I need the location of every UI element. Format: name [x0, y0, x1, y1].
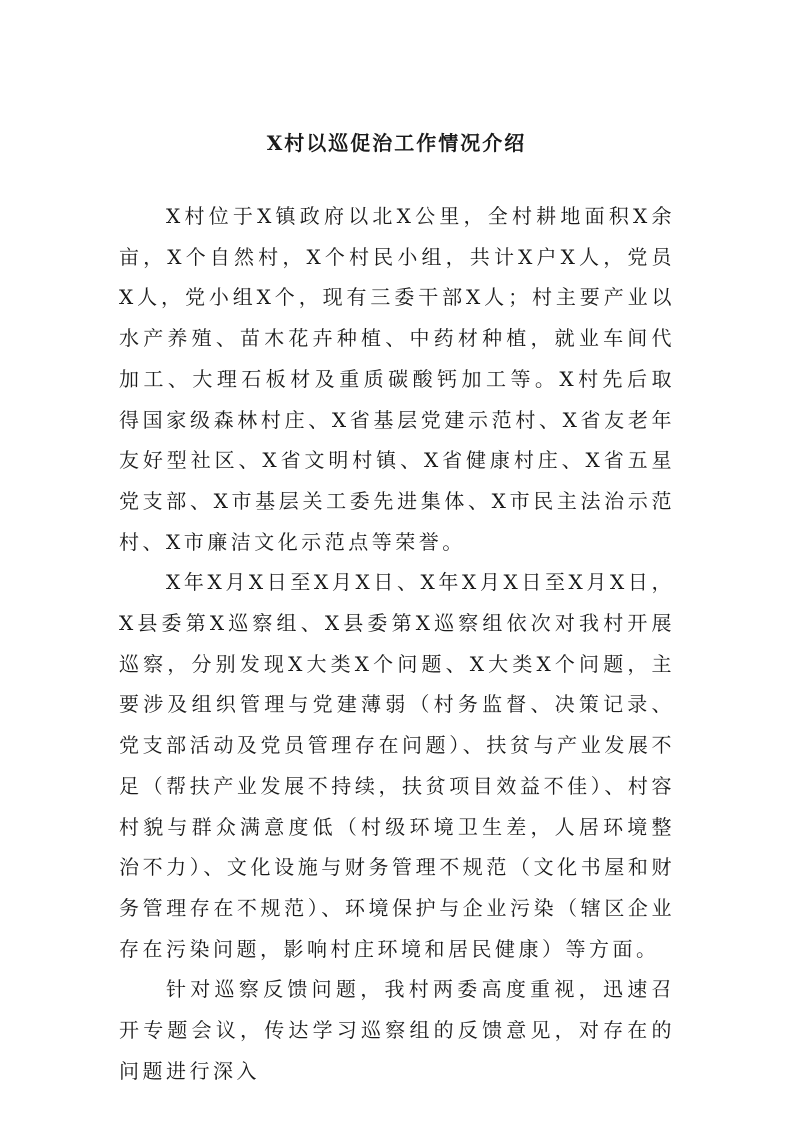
document-body: [119, 196, 675, 1091]
paragraph-village-overview: X村位于X镇政府以北X公里，全村耕地面积X余亩，X个自然村，X个村民小组，共计X户X人，党员X人，党小组X个，现有三委干部X人；村主要产业以水产养殖、苗木花卉种植、中药材种植，就业车间代加工、大理石板材及重质碳酸钙加工等。X村先后取得国家级森林村庄、X省基层党建示范村、X省友老年友好型社区、X省文明村镇、X省健康村庄、X省五星党支部、X市基层关工委先进集体、X市民主法治示范村、X市廉洁文化示范点等荣誉。: [119, 204, 675, 554]
paragraph-rectification: 针对巡察反馈问题，我村两委高度重视，迅速召开专题会议，传达学习巡察组的反馈意见，对存在的问题进行深入: [119, 977, 675, 1083]
paragraph-inspection-findings: X年X月X日至X月X日、X年X月X日至X月X日，X县委第X巡察组、X县委第X巡察组依次对我村开展巡察，分别发现X大类X个问题、X大类X个问题，主要涉及组织管理与党建薄弱（村务监督、决策记录、党支部活动及党员管理存在问题）、扶贫与产业发展不足（帮扶产业发展不持续，扶贫项目效益不佳）、村容村貌与群众满意度低（村级环境卫生差，人居环境整治不力）、文化设施与财务管理不规范（文化书屋和财务管理存在不规范）、环境保护与企业污染（辖区企业存在污染问题，影响村庄环境和居民健康）等方面。: [119, 570, 675, 961]
document-title: X村以巡促治工作情况介绍: [266, 131, 527, 155]
